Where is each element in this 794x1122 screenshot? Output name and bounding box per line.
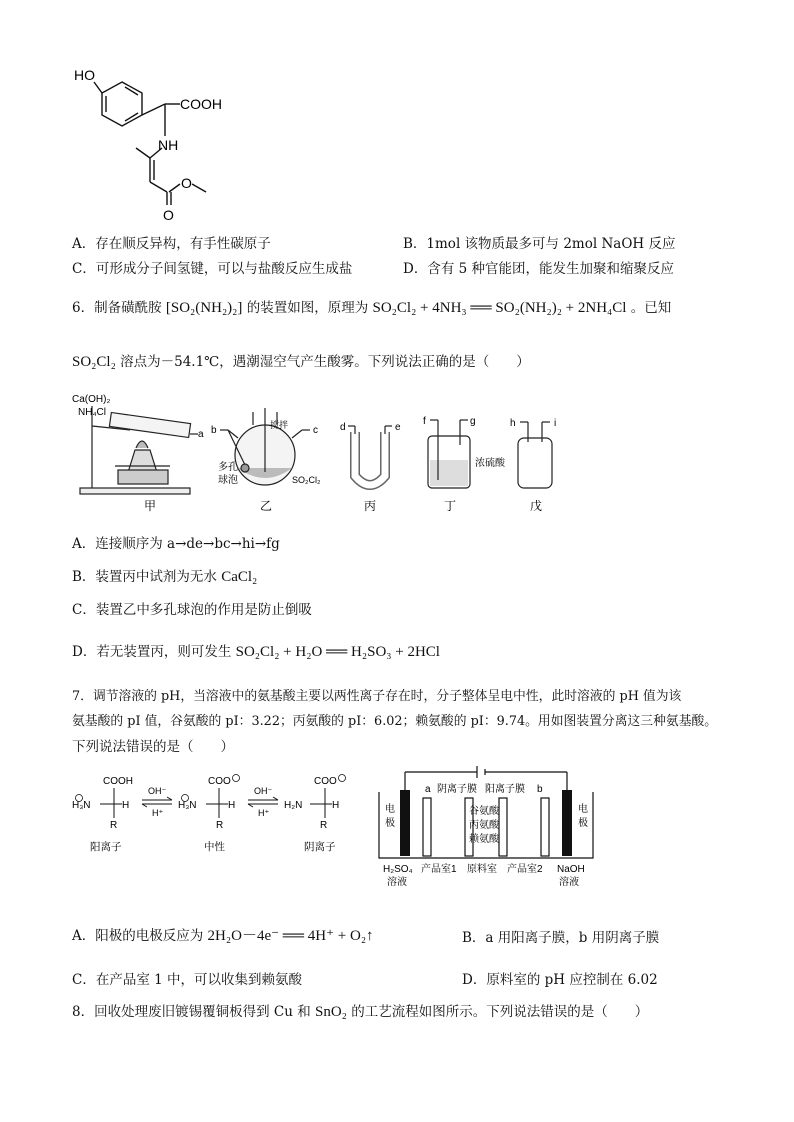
neutral-h: H [228,800,236,811]
reagent1-label: Ca(OH)₂ [72,394,111,405]
q6-stem-prefix: 6．制备磺酰胺 [72,300,162,316]
arrow1-h: H⁺ [152,808,164,818]
q6-stem-suffix: 。已知 [630,300,672,316]
apparatus-name-bing: 丙 [364,499,377,513]
q6-equation: SO₂Cl₂ + 4NH₃ ══ SO₂(NH₂)₂ + 2NH₄Cl [372,300,627,316]
amino-acid-1: 谷氨酸 [469,806,499,817]
left-electrode-label-2 [385,816,395,829]
apparatus-name-jia: 甲 [144,499,157,513]
right-electrode-label [578,802,588,815]
q5-option-c: C．可形成分子间氢键，可以与盐酸反应生成盐 [72,261,353,277]
q7-electrolysis-cell [375,764,595,894]
right-electrode-char1: 电 [578,804,588,815]
port-i-label: i [554,418,557,429]
q7-ionization-scheme [70,772,350,854]
q5-option-a: A．存在顺反异构，有手性碳原子 [72,236,271,252]
apparatus-name-yi: 乙 [260,499,273,513]
q6-option-a: A．连接顺序为 a→de→bc→hi→fg [72,536,280,552]
arrow1-oh: OH⁻ [148,786,167,796]
q5-structure [70,60,250,225]
cation-cooh: COOH [103,776,133,787]
naoh-solution-label: 溶液 [559,877,579,888]
left-electrode-char2: 极 [385,818,395,829]
cation-label: 阳离子 [90,841,122,853]
apparatus-name-wu: 戊 [530,499,543,513]
q7-option-c: C．在产品室 1 中，可以收集到赖氨酸 [72,972,303,988]
q6-stem-line1 [72,296,671,317]
cell-cation-membrane: 阳离子膜 [485,784,525,795]
q8-stem-formula: SnO₂ [315,1004,347,1020]
q6-apparatus-figure [70,390,570,515]
q6-option-b-text: B．装置丙中试剂为无水 [72,569,217,585]
q7-option-a-text: A．阳极的电极反应为 [72,928,204,944]
left-electrode-label [385,802,395,815]
arrow2-h: H⁺ [258,808,270,818]
porous-label-1: 多孔 [218,462,238,473]
ho-label: HO [74,67,95,83]
cation-h: H [122,800,130,811]
q6-option-d [72,640,440,661]
q7-option-b: B．a 用阳离子膜，b 用阴离子膜 [462,930,660,946]
neutral-label: 中性 [204,841,225,853]
anion-h: H [332,800,340,811]
naoh-label: NaOH [557,864,585,875]
apparatus-name-ding: 丁 [444,499,457,513]
q8-stem [72,1000,648,1021]
porous-label-2: 球泡 [218,475,238,486]
q6-option-b-formula: CaCl₂ [221,569,258,585]
q6-so2cl2: SO₂Cl₂ [72,354,116,370]
port-g-label: g [470,416,476,427]
h2so4-solution-label: 溶液 [387,877,407,888]
ester-o-label: O [181,175,192,191]
right-electrode-char2: 极 [578,818,588,829]
amino-acid-2: 丙氨酸 [469,820,499,831]
port-c-label: c [313,425,318,436]
q6-stem-line2 [72,350,530,371]
product-room-2: 产品室2 [507,864,543,875]
amino-acid-3: 赖氨酸 [469,834,499,845]
q7-option-a-formula: 2H₂O－4e⁻ ══ 4H⁺ + O₂↑ [207,928,374,944]
q6-stem-mid: 的装置如图，原理为 [246,300,369,316]
neutral-r: R [216,820,224,831]
q5-option-d: D．含有 5 种官能团，能发生加聚和缩聚反应 [403,261,674,277]
carbonyl-o-label: O [163,207,174,223]
reagent2-label: NH₄Cl [78,407,106,418]
q7-stem-line1: 7．调节溶液的 pH，当溶液中的氨基酸主要以两性离子存在时，分子整体呈电中性，此时溶液的 pH 值为该 [72,689,682,704]
cation-r: R [110,820,118,831]
anion-label: 阴离子 [304,841,336,853]
q6-option-d-formula: SO₂Cl₂ + H₂O ══ H₂SO₃ + 2HCl [235,644,440,660]
h2so4-label: H₂SO₄ [383,864,413,875]
anion-h2n: H₂N [284,800,303,811]
q6-stem-line2-text: 溶点为－54.1℃，遇潮湿空气产生酸雾。下列说法正确的是（ ） [120,354,530,370]
q7-stem-line3: 下列说法错误的是（ ） [72,739,234,755]
q6-option-b [72,565,257,586]
cooh-label: COOH [180,96,222,112]
product-room-1: 产品室1 [421,864,457,875]
nh-label: NH [158,137,179,153]
cell-a-label: a [425,784,431,795]
conc-acid-label: 浓硫酸 [475,458,505,469]
arrow2-oh: OH⁻ [254,786,273,796]
neutral-coo: COO [208,776,231,787]
neutral-h3n: H₃N [178,800,197,811]
cation-h3n: H₃N [72,800,91,811]
q7-option-a [72,924,374,945]
cell-b-label: b [537,784,543,795]
so2cl2-label: SO₂Cl₂ [292,475,321,485]
q6-bracket-formula: [SO₂(NH₂)₂] [165,300,243,316]
q8-stem-suffix: 的工艺流程如图所示。下列说法错误的是（ ） [351,1004,649,1020]
q8-stem-prefix: 8．回收处理废旧镀锡覆铜板得到 Cu 和 [72,1004,311,1020]
port-a-label: a [198,429,204,440]
port-d-label: d [340,422,346,433]
q5-option-b: B．1mol 该物质最多可与 2mol NaOH 反应 [403,236,676,252]
anion-coo: COO [314,776,337,787]
stir-label: 搅拌 [270,420,289,430]
port-f-label: f [423,416,426,427]
right-electrode-label-2 [578,816,588,829]
q7-stem-line2: 氨基酸的 pI 值，谷氨酸的 pI：3.22；丙氨酸的 pI：6.02；赖氨酸的 pI：9.74。用如图装置分离这三种氨基酸。 [72,714,718,729]
left-electrode-char1: 电 [385,804,395,815]
port-e-label: e [395,422,401,433]
cell-anion-membrane: 阴离子膜 [437,784,477,795]
port-b-label: b [211,425,217,436]
anion-r: R [320,820,328,831]
q6-option-c: C．装置乙中多孔球泡的作用是防止倒吸 [72,602,312,618]
q6-option-d-text: D．若无装置丙，则可发生 [72,644,232,660]
feed-room: 原料室 [467,864,497,875]
port-h-label: h [510,418,516,429]
q7-option-d: D．原料室的 pH 应控制在 6.02 [462,972,658,988]
